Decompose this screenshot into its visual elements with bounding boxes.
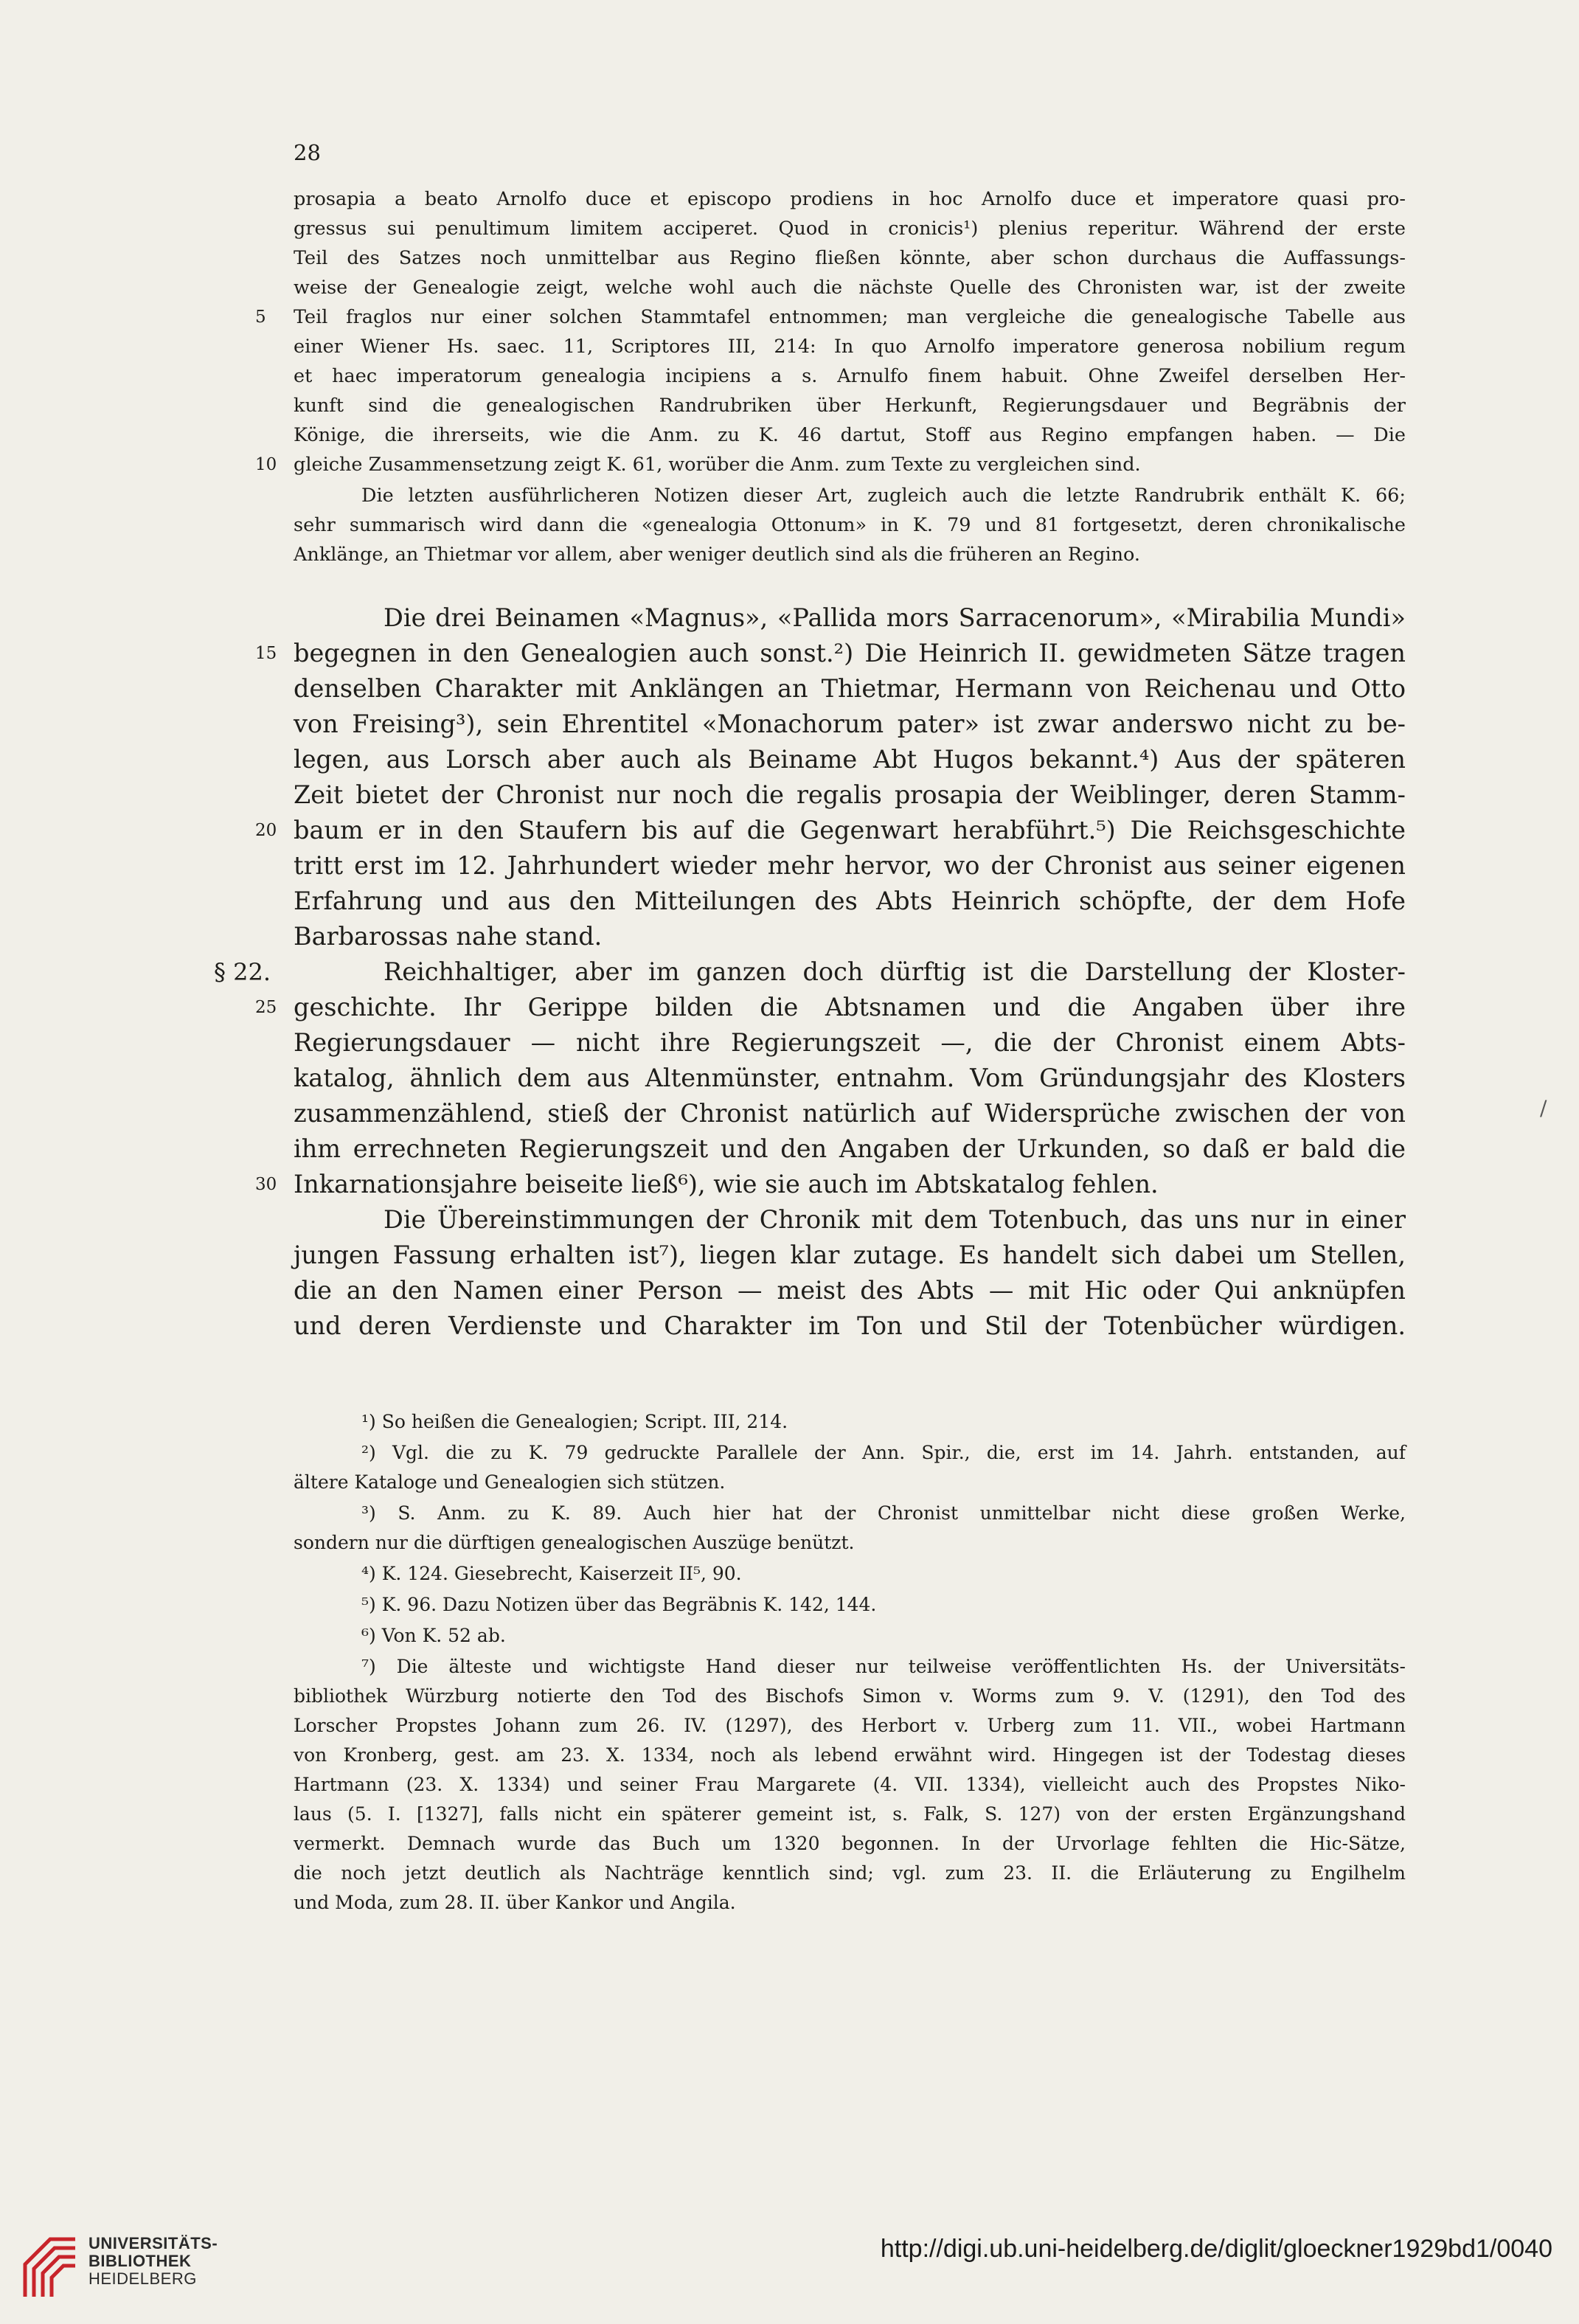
body-line: Die Übereinstimmungen der Chronik mit dem Totenbuch, das uns nur in einer xyxy=(384,1205,1406,1234)
library-logo-icon xyxy=(21,2227,81,2301)
note-line: Könige, die ihrerseits, wie die Anm. zu K. 46 dartut, Stoff aus Regino empfangen haben. — Die xyxy=(294,424,1406,446)
line-number: 15 xyxy=(255,644,277,663)
note-line: Die letzten ausführlicheren Notizen dieser Art, zugleich auch die letzte Randrubrik enthält K. 66; xyxy=(361,485,1406,507)
body-line: jungen Fassung erhalten ist⁷), liegen klar zutage. Es handelt sich dabei um Stellen, xyxy=(294,1241,1406,1269)
line-number: 5 xyxy=(255,308,266,327)
note-line: Teil des Satzes noch unmittelbar aus Regino fließen könnte, aber schon durchaus die Auffassungs- xyxy=(294,247,1406,269)
note-line: et haec imperatorum genealogia incipiens a s. Arnulfo finem habuit. Ohne Zweifel derselben Her- xyxy=(294,365,1406,387)
footnote-line: laus (5. I. [1327], falls nicht ein späterer gemeint ist, s. Falk, S. 127) von der ersten Ergänzungshand xyxy=(294,1803,1406,1825)
footnote-line: Lorscher Propstes Johann zum 26. IV. (1297), des Herbort v. Urberg zum 11. VII., wobei Hartmann xyxy=(294,1715,1406,1736)
footnote-line: bibliothek Würzburg notierte den Tod des Bischofs Simon v. Worms zum 9. V. (1291), den Tod des xyxy=(294,1685,1406,1707)
body-line: Regierungsdauer — nicht ihre Regierungszeit —, die der Chronist einem Abts- xyxy=(294,1028,1406,1057)
note-line: kunft sind die genealogischen Randrubriken über Herkunft, Regierungsdauer und Begräbnis der xyxy=(294,395,1406,417)
note-line: Teil fraglos nur einer solchen Stammtafel entnommen; man vergleiche die genealogische Tabelle aus xyxy=(294,306,1406,328)
body-line: und deren Verdienste und Charakter im Ton und Stil der Totenbücher würdigen. xyxy=(294,1311,1406,1340)
body-line: Zeit bietet der Chronist nur noch die regalis prosapia der Weiblinger, deren Stamm- xyxy=(294,780,1406,809)
footnote-line: von Kronberg, gest. am 23. X. 1334, noch als lebend erwähnt wird. Hingegen ist der Todestag dieses xyxy=(294,1744,1406,1766)
body-line: die an den Namen einer Person — meist des Abts — mit Hic oder Qui anknüpfen xyxy=(294,1276,1406,1305)
body-line: von Freising³), sein Ehrentitel «Monachorum pater» ist zwar anderswo nicht zu be- xyxy=(294,710,1406,738)
source-url-link[interactable]: http://digi.ub.uni-heidelberg.de/diglit/gloeckner1929bd1/0040 xyxy=(880,2235,1552,2263)
note-line: Anklänge, an Thietmar vor allem, aber weniger deutlich sind als die früheren an Regino. xyxy=(294,544,1141,566)
footnote-line: ⁵) K. 96. Dazu Notizen über das Begräbnis K. 142, 144. xyxy=(361,1594,877,1615)
footnote-line: Hartmann (23. X. 1334) und seiner Frau Margarete (4. VII. 1334), vielleicht auch des Propstes Niko- xyxy=(294,1774,1406,1795)
footnote-line: die noch jetzt deutlich als Nachträge kenntlich sind; vgl. zum 23. II. die Erläuterung zu Engilhelm xyxy=(294,1862,1406,1884)
note-line: prosapia a beato Arnolfo duce et episcopo prodiens in hoc Arnolfo duce et imperatore quasi pro- xyxy=(294,188,1406,210)
body-line: ihm errechneten Regierungszeit und den Angaben der Urkunden, so daß er bald die xyxy=(294,1134,1406,1163)
note-line: einer Wiener Hs. saec. 11, Scriptores III, 214: In quo Arnolfo imperatore generosa nobilium regum xyxy=(294,336,1406,358)
note-line: gressus sui penultimum limitem acciperet. Quod in cronicis¹) plenius reperitur. Während der erste xyxy=(294,218,1406,240)
footnote-line: ²) Vgl. die zu K. 79 gedruckte Parallele der Ann. Spir., die, erst im 14. Jahrh. entstanden, auf xyxy=(361,1442,1406,1463)
body-line: Inkarnationsjahre beiseite ließ⁶), wie sie auch im Abtskatalog fehlen. xyxy=(294,1170,1159,1199)
footnote-line: ³) S. Anm. zu K. 89. Auch hier hat der Chronist unmittelbar nicht diese großen Werke, xyxy=(361,1502,1406,1524)
body-line: Erfahrung und aus den Mitteilungen des Abts Heinrich schöpfte, der dem Hofe xyxy=(294,887,1406,915)
margin-pencil-mark: / xyxy=(1540,1096,1547,1120)
line-number: 30 xyxy=(255,1175,277,1194)
body-line: geschichte. Ihr Gerippe bilden die Abtsnamen und die Angaben über ihre xyxy=(294,993,1406,1021)
note-line: weise der Genealogie zeigt, welche wohl auch die nächste Quelle des Chronisten war, ist der zweite xyxy=(294,277,1406,299)
footnote-line: ⁷) Die älteste und wichtigste Hand dieser nur teilweise veröffentlichten Hs. der Universitäts- xyxy=(361,1656,1406,1677)
library-name-line: BIBLIOTHEK xyxy=(89,2252,192,2270)
line-number: 20 xyxy=(255,821,277,840)
footnote-line: und Moda, zum 28. II. über Kankor und Angila. xyxy=(294,1892,736,1913)
library-name-line: HEIDELBERG xyxy=(89,2269,197,2288)
library-name-line: UNIVERSITÄTS- xyxy=(89,2234,218,2252)
line-number: 10 xyxy=(255,455,277,474)
footnote-line: ¹) So heißen die Genealogien; Script. III, 214. xyxy=(361,1411,788,1432)
footnote-line: ältere Kataloge und Genealogien sich stützen. xyxy=(294,1471,726,1493)
footnote-line: sondern nur die dürftigen genealogischen Auszüge benützt. xyxy=(294,1532,855,1553)
section-mark: § 22. xyxy=(214,958,271,986)
body-line: katalog, ähnlich dem aus Altenmünster, entnahm. Vom Gründungsjahr des Klosters xyxy=(294,1064,1406,1092)
note-line: sehr summarisch wird dann die «genealogia Ottonum» in K. 79 und 81 fortgesetzt, deren chronikalische xyxy=(294,514,1406,536)
body-line: begegnen in den Genealogien auch sonst.²) Die Heinrich II. gewidmeten Sätze tragen xyxy=(294,639,1406,667)
body-line: Barbarossas nahe stand. xyxy=(294,922,603,951)
body-line: legen, aus Lorsch aber auch als Beiname Abt Hugos bekannt.⁴) Aus der späteren xyxy=(294,745,1406,774)
body-line: Reichhaltiger, aber im ganzen doch dürftig ist die Darstellung der Kloster- xyxy=(384,957,1406,986)
line-number: 25 xyxy=(255,998,277,1017)
page-number: 28 xyxy=(294,140,321,165)
footnote-line: vermerkt. Demnach wurde das Buch um 1320 begonnen. In der Urvorlage fehlten die Hic-Sätze, xyxy=(294,1833,1406,1854)
body-line: tritt erst im 12. Jahrhundert wieder mehr hervor, wo der Chronist aus seiner eigenen xyxy=(294,851,1406,880)
body-line: denselben Charakter mit Anklängen an Thietmar, Hermann von Reichenau und Otto xyxy=(294,674,1406,703)
footnote-line: ⁴) K. 124. Giesebrecht, Kaiserzeit II⁵, 90. xyxy=(361,1563,742,1584)
library-name xyxy=(89,2235,218,2288)
footnote-line: ⁶) Von K. 52 ab. xyxy=(361,1625,506,1646)
note-line: gleiche Zusammensetzung zeigt K. 61, worüber die Anm. zum Texte zu vergleichen sind. xyxy=(294,454,1141,476)
body-line: zusammenzählend, stieß der Chronist natürlich auf Widersprüche zwischen der von xyxy=(294,1099,1406,1128)
body-line: baum er in den Staufern bis auf die Gegenwart herabführt.⁵) Die Reichsgeschichte xyxy=(294,816,1406,844)
body-line: Die drei Beinamen «Magnus», «Pallida mors Sarracenorum», «Mirabilia Mundi» xyxy=(384,603,1406,632)
